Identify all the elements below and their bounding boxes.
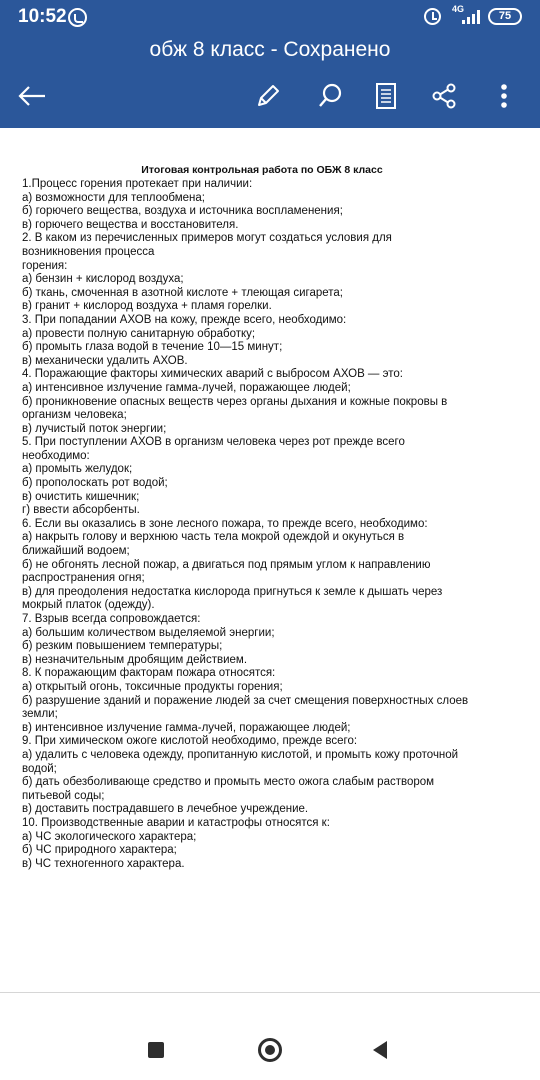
system-nav-bar [0,1010,540,1080]
back-button[interactable] [12,76,52,116]
document-line: необходимо: [22,449,90,462]
document-line: 5. При поступлении АХОВ в организм человека через рот прежде всего [22,436,405,449]
reading-view-button[interactable] [366,76,406,116]
document-lines [22,178,502,871]
document-line: возникновения процесса [22,245,155,258]
document-body [22,164,502,871]
document-line: б) горючего вещества, воздуха и источника воспламенения; [22,205,343,218]
document-line: б) проникновение опасных веществ через органы дыхания и кожные покровы в [22,395,448,408]
status-time: 10:52 [18,6,67,27]
document-line: в) доставить пострадавшего в лечебное учреждение. [22,803,309,816]
document-line: в) лучистый поток энергии; [22,422,167,435]
document-line: г) ввести абсорбенты. [22,504,140,517]
document-line: в) незначительным дробящим действием. [22,653,248,666]
more-options-button[interactable] [484,76,524,116]
more-vertical-icon [500,83,508,109]
document-line: в) интенсивное излучение гамма-лучей, поражающее людей; [22,721,351,734]
document-line: б) не обгонять лесной пожар, а двигаться под прямым углом к направлению [22,558,431,571]
document-line: а) провести полную санитарную обработку; [22,327,256,340]
document-heading: Итоговая контрольная работа по ОБЖ 8 класс [141,164,383,176]
document-line: б) разрушение зданий и поражение людей за счет смещения поверхностных слоев [22,694,469,707]
document-line: а) накрыть голову и верхнюю часть тела мокрой одеждой и окунуться в [22,531,405,544]
app-bar [0,0,540,128]
document-line: водой; [22,762,57,775]
nav-back-button[interactable] [360,1030,400,1070]
search-icon [317,83,343,109]
document-line: 8. К поражающим факторам пожара относятся: [22,667,276,680]
alarm-icon [424,8,441,25]
document-line: б) дать обезболивающе средство и промыть место ожога слабым раствором [22,776,435,789]
document-line: земли; [22,708,58,721]
document-line: б) прополоскать рот водой; [22,477,168,490]
recents-square-icon [148,1042,164,1058]
share-button[interactable] [424,76,464,116]
home-button[interactable] [250,1030,290,1070]
document-line: б) ЧС природного характера; [22,844,177,857]
page-divider [0,992,540,993]
back-arrow-icon [17,85,47,107]
document-line: горения: [22,259,68,272]
document-line: в) механически удалить АХОВ. [22,354,188,367]
recents-button[interactable] [136,1030,176,1070]
document-line: 9. При химическом ожоге кислотой необходимо, прежде всего: [22,735,358,748]
document-title: обж 8 класс - Сохранено [149,38,391,61]
document-line: в) для преодоления недостатка кислорода пригнуться к земле к дышать через [22,585,443,598]
document-line: а) бензин + кислород воздуха; [22,273,184,286]
document-line: 7. Взрыв всегда сопровождается: [22,613,201,625]
document-line: а) большим количеством выделяемой энергии; [22,626,275,639]
document-line: ближайший водоем; [22,545,130,558]
edit-button[interactable] [248,76,288,116]
document-line: организм человека; [22,409,127,422]
document-line: 1.Процесс горения протекает при наличии: [22,178,253,190]
document-line: б) ткань, смоченная в азотной кислоте + тлеющая сигарета; [22,286,343,299]
document-line: мокрый платок (одежду). [22,599,155,612]
document-line: а) ЧС экологического характера; [22,830,197,843]
reading-view-icon [375,82,397,110]
search-button[interactable] [310,76,350,116]
document-line: 3. При попадании АХОВ на кожу, прежде всего, необходимо: [22,313,347,326]
pen-icon [255,83,281,109]
back-triangle-icon [373,1041,387,1059]
document-line: 6. Если вы оказались в зоне лесного пожара, то прежде всего, необходимо: [22,517,428,530]
network-type: 4G [452,4,465,14]
document-line: в) очистить кишечник; [22,490,140,503]
document-line: а) открытый огонь, токсичные продукты горения; [22,680,283,693]
document-line: б) промыть глаза водой в течение 10—15 минут; [22,341,283,354]
document-line: 2. В каком из перечисленных примеров могут создаться условия для [22,232,392,245]
status-bar [0,0,540,36]
document-line: а) удалить с человека одежду, пропитанную кислотой, и промыть кожу проточной [22,748,459,761]
home-circle-icon [258,1038,282,1062]
document-line: в) горючего вещества и восстановителя. [22,218,239,231]
document-line: питьевой соды; [22,789,105,802]
document-line: а) интенсивное излучение гамма-лучей, поражающее людей; [22,381,351,394]
signal-icon [462,10,482,24]
whatsapp-icon [68,8,87,27]
share-icon [431,83,457,109]
document-line: 10. Производственные аварии и катастрофы относятся к: [22,816,330,829]
document-line: а) промыть желудок; [22,463,133,476]
document-line: а) возможности для теплообмена; [22,191,206,204]
document-line: распространения огня; [22,572,145,585]
document-line: 4. Поражающие факторы химических аварий с выбросом АХОВ — это: [22,368,403,381]
battery-icon: 75 [488,8,522,25]
document-page [0,128,540,988]
document-line: б) резким повышением температуры; [22,640,223,653]
document-line: в) гранит + кислород воздуха + пламя горелки. [22,300,272,313]
document-line: в) ЧС техногенного характера. [22,857,185,870]
